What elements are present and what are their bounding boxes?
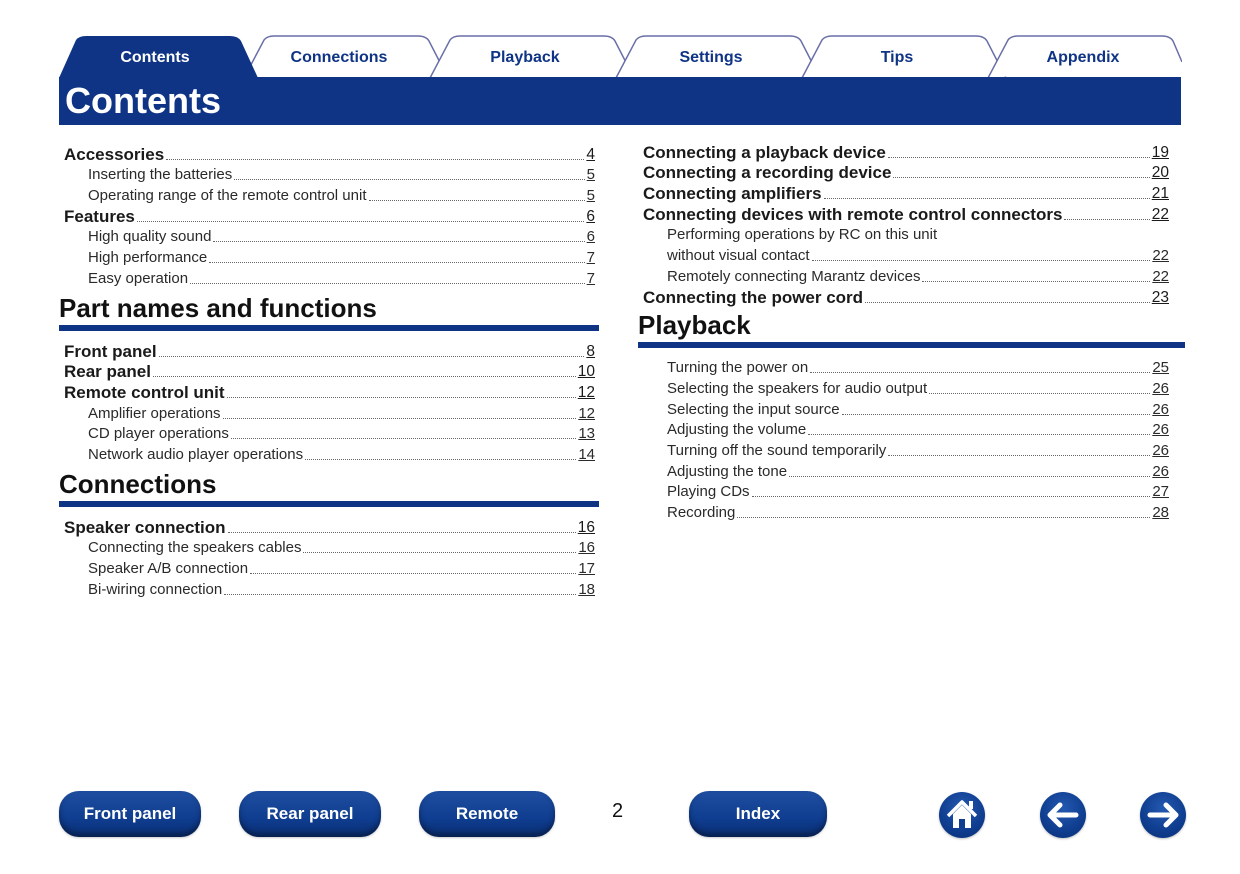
toc-entry[interactable] (64, 268, 595, 289)
toc-page-link[interactable]: 23 (1151, 288, 1169, 306)
toc-entry-title: Remote control unit (64, 382, 225, 402)
toc-entry-title: High performance (88, 249, 208, 267)
toc-entry[interactable] (643, 420, 1169, 441)
toc-entry-title: Performing operations by RC on this unit (667, 226, 938, 244)
toc-group (64, 144, 595, 289)
dot-leader (234, 178, 584, 180)
toc-entry-title: Selecting the speakers for audio output (667, 379, 928, 397)
dot-leader (888, 156, 1150, 158)
toc-entry[interactable] (643, 287, 1169, 308)
section-title: Part names and functions (59, 292, 377, 323)
tab-connections[interactable]: Connections (290, 49, 388, 66)
toc-page-link[interactable]: 28 (1152, 504, 1169, 521)
toc-entry[interactable] (643, 142, 1169, 163)
dot-leader (209, 261, 584, 263)
toc-page-link[interactable]: 14 (578, 445, 595, 463)
dot-leader (1064, 218, 1149, 220)
toc-page-link[interactable]: 5 (586, 187, 595, 205)
toc-page-link[interactable]: 7 (586, 249, 595, 267)
toc-entry[interactable] (64, 227, 595, 248)
rear-panel-button[interactable]: Rear panel (239, 791, 381, 837)
toc-entry[interactable] (64, 144, 595, 165)
page-title: Contents (65, 80, 221, 121)
toc-entry[interactable] (64, 185, 595, 206)
dot-leader (865, 301, 1150, 303)
toc-entry[interactable] (643, 482, 1169, 503)
toc-entry-title: Adjusting the tone (667, 462, 788, 480)
toc-group (643, 142, 1169, 308)
toc-entry[interactable] (643, 266, 1169, 287)
toc-entry[interactable] (643, 204, 1169, 225)
toc-group (64, 341, 595, 465)
toc-entry-title: Recording (667, 504, 736, 521)
toc-entry-title: Network audio player operations (88, 445, 304, 463)
dot-leader (305, 458, 576, 460)
toc-page-link[interactable]: 8 (586, 342, 595, 360)
dot-leader (137, 220, 585, 222)
section-heading (59, 293, 595, 331)
dot-leader (922, 280, 1150, 282)
toc-group (643, 358, 1169, 524)
dot-leader (224, 593, 576, 595)
tab-contents[interactable]: Contents (120, 49, 190, 66)
toc-entry-title: Features (64, 206, 135, 226)
toc-page-link[interactable]: 25 (1152, 359, 1169, 377)
dot-leader (190, 282, 585, 284)
toc-entry-title: Connecting devices with remote control connectors (643, 204, 1063, 224)
dot-leader (303, 551, 576, 553)
dot-leader (752, 495, 1151, 497)
toc-entry-title: Operating range of the remote control unit (88, 187, 367, 205)
home-button[interactable] (939, 792, 985, 838)
dot-leader (737, 516, 1150, 518)
section-rule (638, 342, 1185, 348)
dot-leader (213, 240, 584, 242)
toc-entry-title: High quality sound (88, 228, 212, 246)
toc-page-link[interactable]: 10 (577, 363, 595, 381)
forward-button[interactable] (1140, 792, 1186, 838)
tab-bar (58, 34, 1182, 78)
toc-entry[interactable] (64, 517, 595, 538)
toc-entry-title: Speaker A/B connection (88, 560, 249, 577)
toc-page-link[interactable]: 26 (1152, 421, 1169, 439)
toc-entry[interactable] (64, 403, 595, 424)
index-button[interactable]: Index (689, 791, 827, 837)
dot-leader (228, 531, 576, 533)
toc-entry[interactable] (64, 206, 595, 227)
dot-leader (842, 413, 1151, 415)
dot-leader (824, 197, 1150, 199)
toc-entry[interactable] (64, 341, 595, 362)
toc-entry-title: Turning the power on (667, 359, 809, 377)
toc-page-link[interactable]: 22 (1152, 247, 1169, 265)
remote-button[interactable]: Remote (419, 791, 555, 837)
toc-entry-title: Remotely connecting Marantz devices (667, 267, 921, 285)
dot-leader (812, 259, 1151, 261)
toc-page-link[interactable]: 26 (1152, 441, 1169, 459)
toc-entry[interactable] (643, 358, 1169, 379)
toc-entry-title: Connecting amplifiers (643, 184, 822, 204)
toc-page-link[interactable]: 7 (586, 269, 595, 287)
toc-entry-title: Connecting the speakers cables (88, 539, 302, 557)
toc-entry[interactable] (64, 444, 595, 465)
toc-page-link[interactable]: 21 (1151, 185, 1169, 203)
dot-leader (888, 454, 1150, 456)
section-title: Connections (59, 468, 217, 499)
section-rule (59, 325, 599, 331)
toc-entry-title: Connecting a recording device (643, 163, 892, 183)
toc-entry-title: CD player operations (88, 425, 229, 443)
toc-page-link[interactable]: 26 (1152, 400, 1169, 418)
toc-entry[interactable] (64, 382, 595, 403)
toc-page-link[interactable]: 19 (1151, 143, 1169, 161)
tab-settings[interactable]: Settings (679, 49, 743, 66)
dot-leader (789, 475, 1150, 477)
toc-page-link[interactable]: 12 (578, 404, 595, 422)
toc-entry[interactable] (64, 165, 595, 186)
toc-page-link[interactable]: 5 (586, 166, 595, 184)
toc-entry[interactable] (643, 225, 1169, 246)
toc-page-link[interactable]: 18 (578, 580, 595, 598)
toc-entry-title: Adjusting the volume (667, 421, 807, 439)
back-button[interactable] (1040, 792, 1086, 838)
toc-page-link[interactable]: 16 (577, 518, 595, 536)
toc-entry[interactable] (643, 461, 1169, 482)
arrow-left-icon (1040, 792, 1086, 838)
toc-entry[interactable] (643, 399, 1169, 420)
toc-group (64, 517, 595, 600)
tab-tips[interactable]: Tips (880, 49, 914, 66)
dot-leader (250, 572, 576, 574)
toc-page-link[interactable]: 22 (1151, 205, 1169, 223)
section-title: Playback (638, 309, 751, 340)
toc-entry[interactable] (643, 378, 1169, 399)
toc-entry-title: Connecting a playback device (643, 142, 886, 162)
dot-leader (159, 355, 585, 357)
dot-leader (227, 396, 576, 398)
toc-entry-title: Rear panel (64, 362, 151, 382)
dot-leader (808, 433, 1150, 435)
toc-page-link[interactable]: 26 (1152, 462, 1169, 480)
toc-entry-title: Accessories (64, 144, 165, 164)
toc-page-link[interactable]: 20 (1151, 164, 1169, 182)
toc-right-column (638, 142, 1169, 523)
toc-entry[interactable] (643, 245, 1169, 266)
toc-entry[interactable] (64, 362, 595, 383)
section-heading (59, 469, 595, 507)
toc-entry-title: Playing CDs (667, 483, 750, 501)
toc-page-link[interactable]: 26 (1152, 379, 1169, 397)
dot-leader (369, 199, 585, 201)
toc-entry-title: Amplifier operations (88, 404, 221, 422)
page-title-bar (59, 77, 1181, 125)
tab-playback[interactable]: Playback (490, 49, 560, 66)
dot-leader (166, 158, 584, 160)
toc-entry[interactable] (64, 558, 595, 579)
page-number: 2 (612, 800, 624, 822)
toc-entry-title: Turning off the sound temporarily (667, 441, 887, 459)
dot-leader (929, 392, 1150, 394)
toc-page-link[interactable]: 12 (577, 383, 595, 401)
arrow-right-icon (1140, 792, 1186, 838)
toc-entry-title: Speaker connection (64, 517, 226, 537)
toc-entry[interactable] (643, 183, 1169, 204)
toc-entry[interactable] (64, 247, 595, 268)
toc-entry[interactable] (64, 538, 595, 559)
dot-leader (223, 417, 577, 419)
toc-entry-title: Bi-wiring connection (88, 580, 223, 598)
toc-entry-title: Easy operation (88, 269, 189, 287)
dot-leader (153, 375, 576, 377)
toc-entry[interactable] (643, 163, 1169, 184)
section-rule (59, 501, 599, 507)
toc-entry-title: Selecting the input source (667, 400, 840, 418)
toc-page-link[interactable]: 4 (586, 145, 595, 163)
toc-entry[interactable] (643, 502, 1169, 523)
tab-appendix[interactable]: Appendix (1046, 49, 1120, 66)
dot-leader (893, 176, 1149, 178)
toc-page-link[interactable]: 6 (586, 207, 595, 225)
toc-page-link[interactable]: 16 (578, 539, 595, 557)
section-heading (638, 310, 1169, 348)
toc-page-link[interactable]: 17 (578, 560, 595, 577)
front-panel-button[interactable]: Front panel (59, 791, 201, 837)
toc-page-link[interactable]: 27 (1152, 483, 1169, 501)
toc-entry-title: Inserting the batteries (88, 166, 233, 184)
toc-entry[interactable] (643, 440, 1169, 461)
toc-entry-title: Connecting the power cord (643, 287, 864, 307)
toc-page-link[interactable]: 13 (578, 425, 595, 443)
toc-entry[interactable] (64, 424, 595, 445)
toc-page-link[interactable]: 22 (1152, 267, 1169, 285)
dot-leader (810, 371, 1150, 373)
toc-page-link[interactable]: 6 (586, 228, 595, 246)
toc-entry-title: Front panel (64, 341, 157, 361)
toc-left-column (59, 144, 595, 600)
toc-entry-title: without visual contact (667, 247, 810, 265)
dot-leader (231, 437, 576, 439)
home-icon (939, 792, 985, 838)
toc-entry[interactable] (64, 579, 595, 600)
